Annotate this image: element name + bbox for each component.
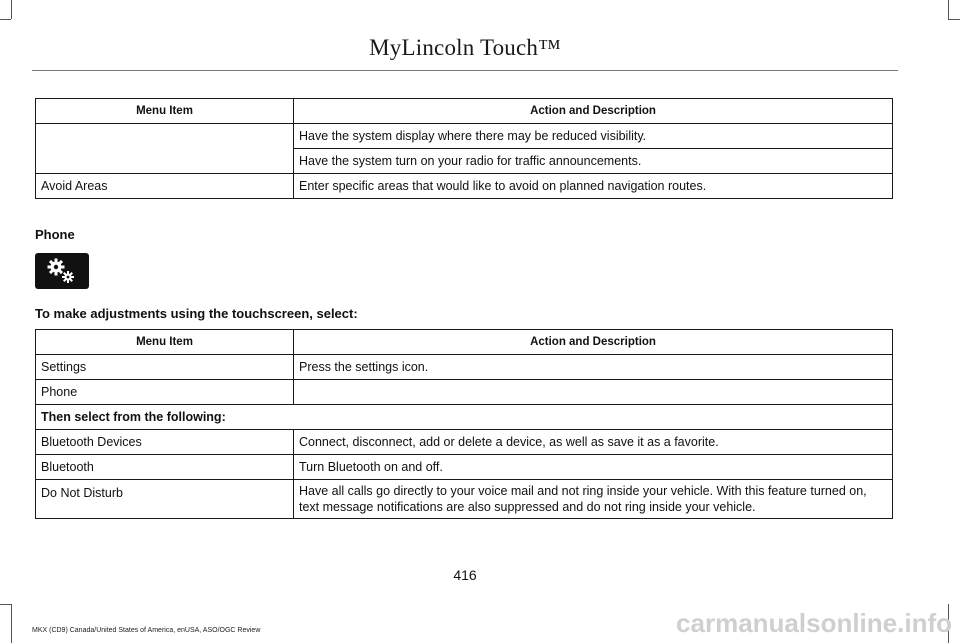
gears-icon xyxy=(35,253,89,289)
table-row xyxy=(36,405,893,430)
header-divider xyxy=(32,70,898,71)
settings-gears-icon xyxy=(35,253,89,289)
description-cell: Enter specific areas that would like to avoid on planned navigation routes. xyxy=(294,174,893,199)
menu-item-cell: Avoid Areas xyxy=(36,174,294,199)
crop-mark xyxy=(948,19,960,20)
instruction-text: To make adjustments using the touchscreen, select: xyxy=(35,306,358,321)
menu-item-cell: Do Not Disturb xyxy=(36,480,294,519)
column-header: Action and Description xyxy=(294,330,893,355)
crop-mark xyxy=(0,604,11,605)
span-row-cell: Then select from the following: xyxy=(36,405,893,430)
menu-item-cell: Settings xyxy=(36,355,294,380)
crop-mark xyxy=(11,604,12,643)
table-row xyxy=(36,455,893,480)
menu-item-cell: Bluetooth Devices xyxy=(36,430,294,455)
description-cell: Have the system display where there may be reduced visibility. xyxy=(294,124,893,149)
description-cell: Have all calls go directly to your voice mail and not ring inside your vehicle. With this feature turned on, text message notifications are also suppressed and do not ring inside your vehicle. xyxy=(294,480,893,519)
table-header-row xyxy=(36,99,893,124)
table-row xyxy=(36,380,893,405)
description-cell: Press the settings icon. xyxy=(294,355,893,380)
column-header: Action and Description xyxy=(294,99,893,124)
phone-settings-table xyxy=(35,329,893,519)
description-cell: Connect, disconnect, add or delete a device, as well as save it as a favorite. xyxy=(294,430,893,455)
document-footer: MKX (CD9) Canada/United States of America, enUSA, ASO/OGC Review xyxy=(32,627,261,634)
crop-mark xyxy=(0,19,11,20)
description-cell: Have the system turn on your radio for traffic announcements. xyxy=(294,149,893,174)
table-row xyxy=(36,174,893,199)
watermark: carmanualsonline.info xyxy=(676,608,952,638)
crop-mark xyxy=(11,0,12,19)
crop-mark xyxy=(948,0,949,19)
column-header: Menu Item xyxy=(36,330,294,355)
description-cell xyxy=(294,380,893,405)
section-heading-phone: Phone xyxy=(35,227,75,242)
table-row xyxy=(36,430,893,455)
page-title: MyLincoln Touch™ xyxy=(369,35,561,60)
description-cell: Turn Bluetooth on and off. xyxy=(294,455,893,480)
table-row xyxy=(36,480,893,519)
column-header: Menu Item xyxy=(36,99,294,124)
navigation-settings-table xyxy=(35,98,893,199)
table-row xyxy=(36,124,893,149)
menu-item-cell: Bluetooth xyxy=(36,455,294,480)
menu-item-cell: Phone xyxy=(36,380,294,405)
table-row xyxy=(36,355,893,380)
page-number: 416 xyxy=(453,567,477,583)
menu-item-cell xyxy=(36,124,294,174)
table-header-row xyxy=(36,330,893,355)
